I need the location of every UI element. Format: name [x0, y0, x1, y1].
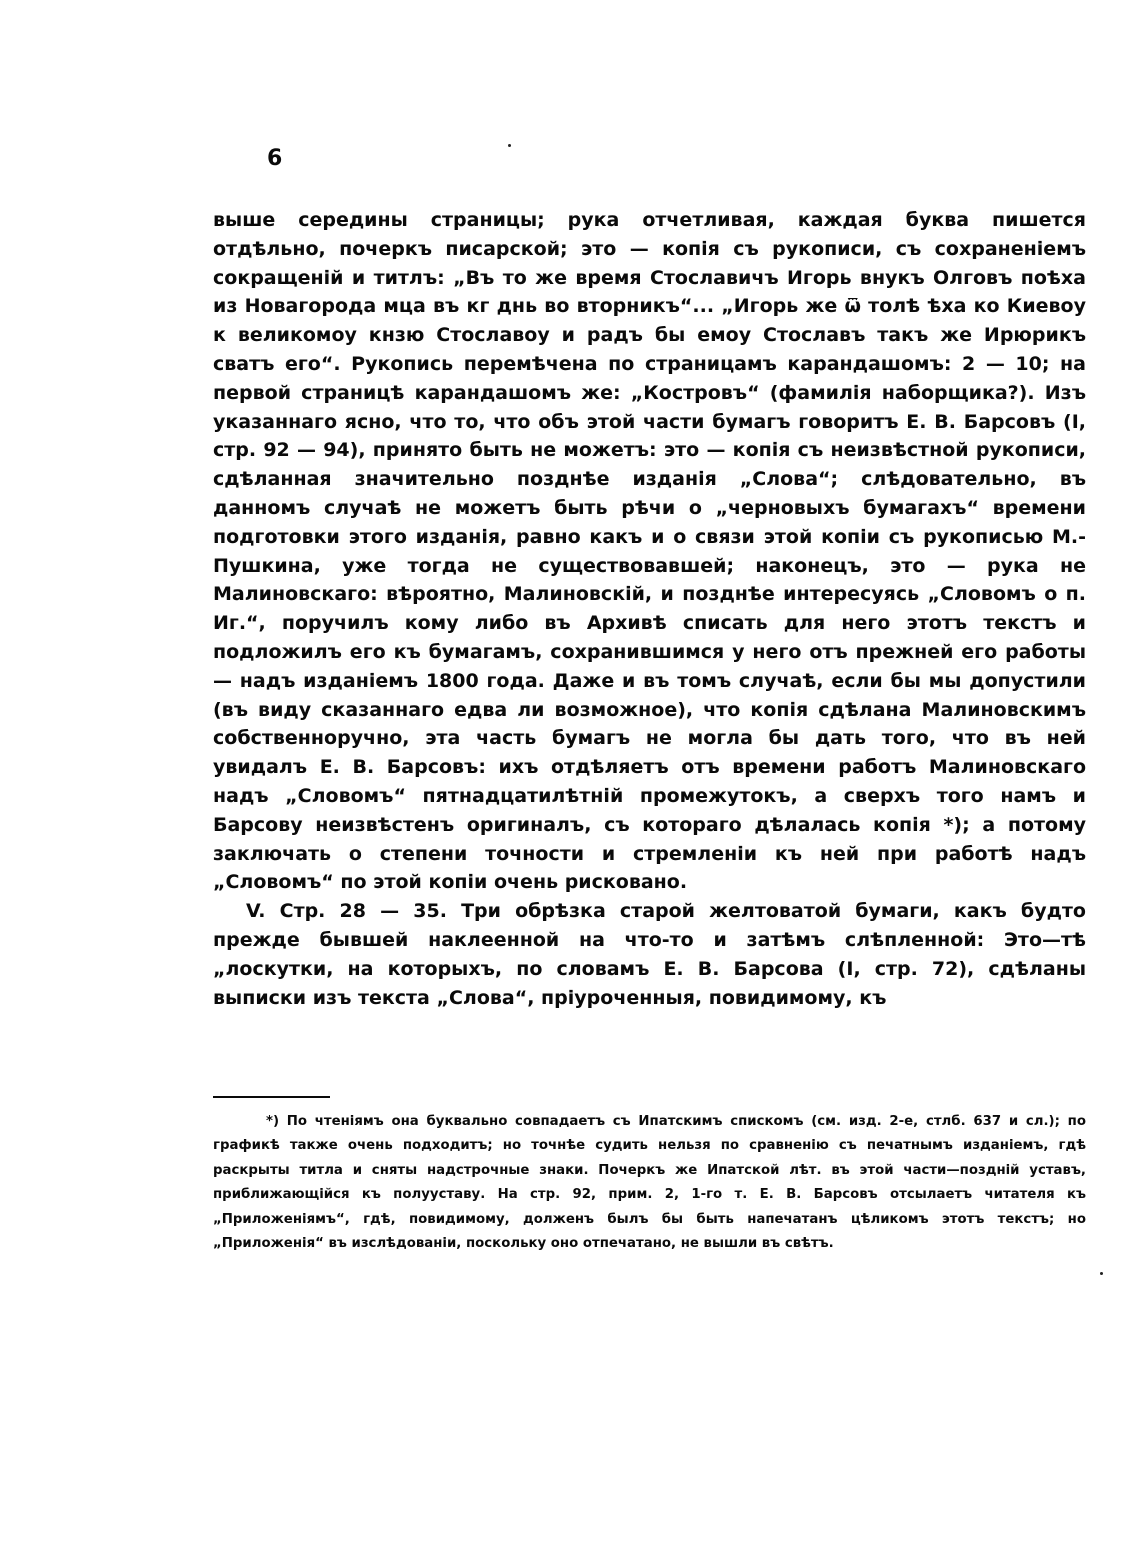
body-text [213, 206, 1086, 1012]
paragraph-continuation: выше середины страницы; рука отчетливая, каждая буква пишется отдѣльно, почеркъ писарской; это — копія съ рукописи, съ сохраненіемъ сокращеній и титлъ: „Въ то же время Стославичъ Игорь внукъ Олговъ поѣха из Новагорода мца въ кг днь во вторникъ“... „Игорь же ѿ толѣ ѣха ко Киевоу к великомоу кнзю Стославоу и радъ бы емоу Стославъ такъ же Ирюрикъ сватъ его“. Рукопись перемѣчена по страницамъ карандашомъ: 2 — 10; на первой страницѣ карандашомъ же: „Костровъ“ (фамилія наборщика?). Изъ указаннаго ясно, что то, что объ этой части бумагъ говоритъ Е. В. Барсовъ (I, стр. 92 — 94), принято быть не можетъ: это — копія съ неизвѣстной рукописи, сдѣланная значительно позднѣе изданія „Слова“; слѣдовательно, въ данномъ случаѣ не можетъ быть рѣчи о „черновыхъ бумагахъ“ времени подготовки этого изданія, равно какъ и о связи этой копіи съ рукописью М.-Пушкина, уже тогда не существовавшей; наконецъ, это — рука не Малиновскаго: вѣроятно, Малиновскій, и позднѣе интересуясь „Словомъ о п. Иг.“, поручилъ кому либо въ Архивѣ списать для него этотъ текстъ и подложилъ его къ бумагамъ, сохранившимся у него отъ прежней его работы — надъ изданіемъ 1800 года. Даже и въ томъ случаѣ, если бы мы допустили (въ виду сказаннаго едва ли возможное), что копія сдѣлана Малиновскимъ собственноручно, эта часть бумагъ не могла бы дать того, что въ ней увидалъ Е. В. Барсовъ: ихъ отдѣляетъ отъ времени работъ Малиновскаго надъ „Словомъ“ пятнадцатилѣтній промежутокъ, а сверхъ того намъ и Барсову неизвѣстенъ оригиналъ, съ котораго дѣлалась копія *); а потому заключать о степени точности и стремленіи къ ней при работѣ надъ „Словомъ“ по этой копіи очень рисковано. [213, 209, 1086, 894]
scan-speck [508, 144, 511, 147]
footnote-separator [213, 1096, 330, 1098]
scan-speck [1100, 1272, 1103, 1275]
page-number: 6 [267, 146, 283, 171]
footnote: *) По чтеніямъ она буквально совпадаетъ съ Ипатскимъ спискомъ (см. изд. 2-е, стлб. 637 и сл.); по графикѣ также очень подходитъ; но точнѣе судить нельзя по сравненію съ печатнымъ изданіемъ, гдѣ раскрыты титла и сняты надстрочные знаки. Почеркъ же Ипатской лѣт. въ этой части—поздній уставъ, приближающійся къ полууставу. На стр. 92, прим. 2, 1-го т. Е. В. Барсовъ отсылаетъ читателя къ „Приложеніямъ“, гдѣ, повидимому, долженъ былъ бы быть напечатанъ цѣликомъ этотъ текстъ; но „Приложенія“ въ изслѣдованіи, поскольку оно отпечатано, не вышли въ свѣтъ. [213, 1114, 1086, 1252]
footnotes [213, 1110, 1086, 1256]
paragraph-section-v: V. Стр. 28 — 35. Три обрѣзка старой желтоватой бумаги, какъ будто прежде бывшей наклеенной на что-то и затѣмъ слѣпленной: Это—тѣ „лоскутки, на которыхъ, по словамъ Е. В. Барсова (I, стр. 72), сдѣланы выписки изъ текста „Слова“, пріуроченныя, повидимому, къ [213, 900, 1086, 1009]
